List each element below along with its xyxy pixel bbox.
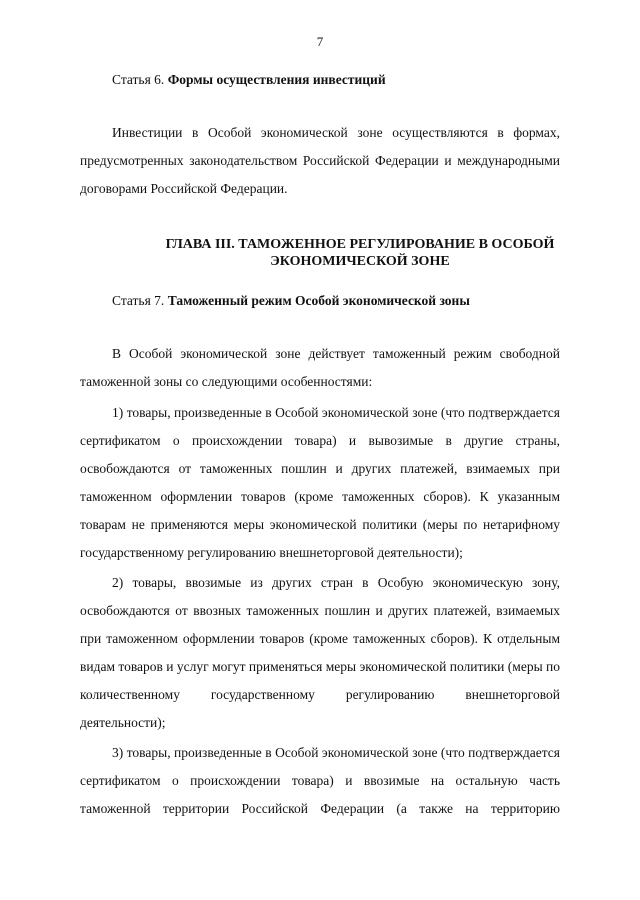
paragraph-line: Инвестиции в Особой экономической зоне осуществляются в формах, bbox=[112, 125, 560, 140]
paragraph-line: предусмотренных законодательством Российской Федерации и международными bbox=[80, 153, 560, 168]
article-7-heading bbox=[112, 293, 470, 309]
article-7-title: Таможенный режим Особой экономической зоны bbox=[167, 293, 470, 308]
item-2-line: видам товаров и услуг могут применяться меры экономической политики (меры по bbox=[80, 659, 560, 674]
article-6-heading bbox=[112, 72, 386, 88]
article-6-title: Формы осуществления инвестиций bbox=[167, 72, 386, 87]
item-1-line: таможенном оформлении товаров (кроме таможенных сборов). К указанным bbox=[80, 489, 560, 504]
item-2-line: освобождаются от ввозных таможенных пошлин и других платежей, взимаемых bbox=[80, 603, 560, 618]
item-2-line: 2) товары, ввозимые из других стран в Особую экономическую зону, bbox=[112, 575, 560, 590]
item-1-line: сертификатом о происхождении товара) и вывозимые в другие страны, bbox=[80, 433, 560, 448]
item-3-line: 3) товары, произведенные в Особой экономической зоне (что подтверждается bbox=[112, 745, 560, 760]
chapter-heading bbox=[80, 236, 640, 270]
item-2-line: деятельности); bbox=[80, 715, 166, 730]
item-1-line: государственному регулированию внешнеторговой деятельности); bbox=[80, 545, 463, 560]
article-6-prefix: Статья 6. bbox=[112, 72, 168, 87]
item-1-line: товарам не применяются меры экономической политики (меры по нетарифному bbox=[80, 517, 560, 532]
item-1-line: освобождаются от таможенных пошлин и других платежей, взимаемых при bbox=[80, 461, 560, 476]
chapter-heading-line-2: ЭКОНОМИЧЕСКОЙ ЗОНЕ bbox=[270, 254, 450, 269]
item-2-line: при таможенном оформлении товаров (кроме таможенных сборов). К отдельным bbox=[80, 631, 560, 646]
paragraph-line: В Особой экономической зоне действует таможенный режим свободной bbox=[112, 346, 560, 361]
chapter-heading-line-1: ГЛАВА III. ТАМОЖЕННОЕ РЕГУЛИРОВАНИЕ В ОСОБОЙ bbox=[165, 237, 555, 252]
paragraph-line: таможенной зоны со следующими особенностями: bbox=[80, 374, 373, 389]
item-1-line: 1) товары, произведенные в Особой экономической зоне (что подтверждается bbox=[112, 405, 560, 420]
page-number: 7 bbox=[316, 34, 324, 49]
item-3-line: сертификатом о происхождении товара) и ввозимые на остальную часть bbox=[80, 773, 560, 788]
item-3-line: таможенной территории Российской Федерации (а также на территорию bbox=[80, 801, 560, 816]
item-2-line: количественному государственному регулированию внешнеторговой bbox=[80, 687, 560, 702]
article-7-prefix: Статья 7. bbox=[112, 293, 168, 308]
paragraph-line: договорами Российской Федерации. bbox=[80, 181, 288, 196]
